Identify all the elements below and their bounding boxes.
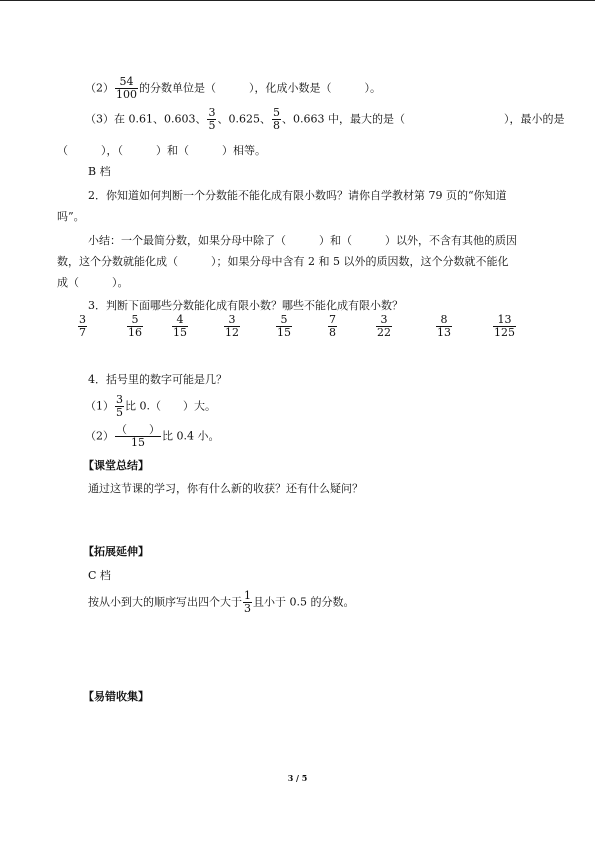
fraction-item [493, 314, 516, 339]
question-2-text-continued: 吗”。 [57, 210, 85, 223]
summary-text-line3: 成（ ）。 [57, 276, 129, 289]
fraction-item [276, 314, 292, 339]
fraction-item [436, 314, 452, 339]
page-number: 3 / 5 [287, 773, 308, 783]
fraction-denominator: 15 [173, 326, 187, 339]
fraction-denominator: 15 [277, 326, 291, 339]
fraction-numerator: 3 [116, 393, 123, 406]
fraction-denominator: 15 [115, 436, 161, 449]
fraction-denominator: 5 [116, 406, 123, 419]
question-2-part-3 [85, 107, 564, 132]
summary-text-line1: 小结：一个最简分数，如果分母中除了（ ）和（ ）以外，不含有其他的质因 [88, 234, 517, 247]
question-text-continued: （ ），（ ）和（ ）相等。 [57, 144, 266, 157]
extension-heading: 【拓展延伸】 [83, 545, 149, 558]
fraction-numerator: （ ） [116, 423, 160, 436]
fraction-denominator: 12 [225, 326, 239, 339]
question-2-text: 2．你知道如何判断一个分数能不能化成有限小数吗？请你自学教材第 79 页的“你知道 [88, 189, 507, 202]
fraction-numerator: 4 [176, 313, 184, 326]
question-4-part-2 [85, 424, 220, 449]
fraction-numerator: 54 [119, 75, 134, 88]
level-b-label: B 档 [88, 165, 111, 178]
question-text: 、0.625、 [217, 112, 271, 126]
fraction-denominator: 22 [377, 326, 391, 339]
question-4-text: 4．括号里的数字可能是几？ [88, 373, 227, 386]
question-text: 按从小到大的顺序写出四个大于 [88, 595, 242, 609]
page-top-rule [0, 0, 595, 1]
fraction [207, 107, 216, 132]
fraction [115, 394, 124, 419]
fraction [272, 107, 281, 132]
question-text: 比 0.（ ）大。 [125, 399, 216, 413]
item-number: （1） [85, 399, 114, 413]
fraction [243, 590, 252, 615]
fraction-denominator: 5 [208, 119, 216, 132]
fraction-numerator: 3 [228, 313, 236, 326]
fraction-numerator: 8 [440, 313, 448, 326]
fraction-numerator: 5 [272, 106, 280, 119]
question-text: 、0.663 中，最大的是（ ），最小的是 [281, 112, 565, 126]
level-c-label: C 档 [88, 569, 111, 582]
fraction-item [376, 314, 392, 339]
fraction-denominator: 3 [244, 602, 251, 615]
question-text: 的分数单位是（ ），化成小数是（ ）。 [139, 81, 381, 95]
fraction-item [78, 314, 87, 339]
fraction-denominator: 7 [79, 326, 86, 339]
item-number: （2） [85, 429, 114, 443]
fraction-numerator: 3 [79, 313, 86, 326]
extension-question [88, 590, 355, 615]
fraction-list [0, 314, 595, 344]
fraction [115, 76, 138, 101]
question-text: 比 0.4 小。 [162, 429, 220, 443]
fraction-numerator: 5 [131, 313, 139, 326]
fraction-denominator: 13 [437, 326, 451, 339]
fraction-denominator: 16 [128, 326, 142, 339]
fraction-numerator: 5 [280, 313, 288, 326]
fraction-numerator: 1 [244, 589, 251, 602]
fraction-numerator: 7 [329, 313, 336, 326]
question-2-part-2 [85, 76, 381, 101]
fraction-item [328, 314, 337, 339]
fraction-denominator: 125 [494, 326, 515, 339]
class-summary-heading: 【课堂总结】 [83, 459, 149, 472]
class-summary-text: 通过这节课的学习，你有什么新的收获？还有什么疑问？ [88, 482, 363, 495]
fraction-numerator: 13 [497, 313, 512, 326]
summary-text-line2: 数，这个分数就能化成（ ）；如果分母中含有 2 和 5 以外的质因数，这个分数就不能化 [57, 255, 509, 268]
fraction-item [127, 314, 143, 339]
fraction-denominator: 8 [329, 326, 336, 339]
fraction-denominator: 100 [116, 88, 137, 101]
fraction-numerator: 3 [208, 106, 216, 119]
item-number: （2） [85, 81, 114, 95]
fraction-item [172, 314, 188, 339]
fraction-item [224, 314, 240, 339]
fraction-denominator: 8 [272, 119, 280, 132]
question-4-part-1 [85, 394, 216, 419]
fraction-numerator: 3 [380, 313, 388, 326]
question-text: （3）在 0.61、0.603、 [85, 112, 207, 126]
fraction [115, 424, 161, 449]
error-collection-heading: 【易错收集】 [83, 690, 149, 703]
question-3-text: 3．判断下面哪些分数能化成有限小数？哪些不能化成有限小数？ [88, 299, 403, 312]
question-text: 且小于 0.5 的分数。 [253, 595, 355, 609]
